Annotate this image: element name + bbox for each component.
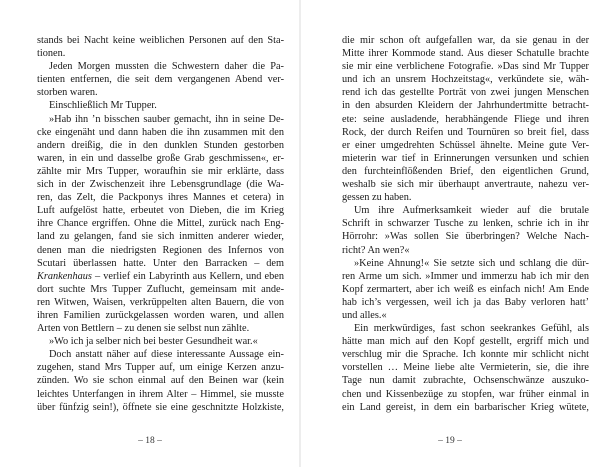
- text-line: Kopf zermartert, aber ich weiß es einfach nich! Am Ende: [342, 283, 589, 295]
- text-line: verschlug mir die Sprache. Ich konnte mir schlicht nicht: [342, 349, 589, 361]
- text-line: in den absurden Kleidern der Jahrhundertmitte betracht-: [342, 100, 589, 112]
- left-page-number: – 18 –: [138, 436, 162, 446]
- text-line: ren, das Zelt, die Packponys ihres Mannes et cetera) in: [37, 192, 284, 204]
- text-line: ein Land gereist, in dem ein barbarischer Krieg wütete,: [342, 401, 589, 413]
- text-line: Schrift in schwarzer Tusche zu lenken, schrie ich in ihr: [342, 218, 589, 230]
- text-line: sie mir eine verblichene Fotografie. »Das sind Mr Tupper: [342, 61, 589, 73]
- text-line: Arten von Bettlern – zu denen sie selbst nun zählte.: [37, 323, 250, 335]
- text-line: chen und Kissenbezüge zu stopfen, war früher einmal in: [342, 388, 589, 400]
- right-page: [300, 0, 600, 467]
- text-line: richt? An wen?«: [342, 244, 410, 256]
- text-line: Doch anstatt näher auf diese interessante Aussage ein-: [49, 349, 284, 361]
- text-line: weshalb sie sich mir überhaupt anvertraute, nahezu ver-: [342, 179, 589, 191]
- text-line: Jeden Morgen mussten die Schwestern daher die Pa-: [49, 61, 284, 73]
- text-line: ren Arme um sich. »Immer und immerzu hab ich mir den: [342, 270, 589, 282]
- text-line: ete: seine ausladende, herabhängende Fliege und ihren: [342, 113, 589, 125]
- text-line: Luft aufgelöst hatte, erbeutet von Dieben, die im Krieg: [37, 205, 284, 217]
- right-page-text: [342, 34, 589, 414]
- text-line: er einer umgedrehten Schüssel ähnelte. Meine gute Ver-: [342, 139, 589, 151]
- text-line: Mitte ihrer Kommode stand. Aus dieser Schatulle brachte: [342, 48, 589, 60]
- text-line: zählte mir Mrs Tupper, woraufhin sie mir erklärte, dass: [37, 165, 284, 177]
- text-line: »Hab ihn ’n bisschen sauber gemacht, ihn in seine De-: [49, 113, 284, 125]
- text-line: storben waren.: [37, 87, 98, 99]
- text-line: tionen.: [37, 48, 66, 60]
- text-line: »Keine Ahnung!« Sie setzte sich und schlang die dür-: [354, 257, 589, 269]
- text-line: Rock, der durch Reifen und Tournüren so breit fiel, dass: [342, 126, 589, 138]
- text-line: gessen zu haben.: [342, 192, 412, 204]
- text-line: hab ich’s vergessen, weil ich ja das Baby verloren hatt’: [342, 296, 589, 308]
- text-line: denen man die niedrigsten Regionen des Infernos von: [37, 244, 284, 256]
- text-line: über fünfzig sein!), öffnete sie eine geschnitzte Holzkiste,: [37, 401, 284, 413]
- text-line: dort suchte Mrs Tupper Zuflucht, gemeinsam mit ande-: [37, 283, 284, 295]
- text-line: und ich an unsrem Hochzeitstag«, verkündete sie, wäh-: [342, 74, 589, 86]
- text-line: ihre Chance ergriffen. Ohne die Mittel, zurück nach Eng-: [37, 218, 284, 230]
- text-line: Krankenhaus – verlief ein Labyrinth aus Kellern, und eben: [37, 270, 284, 282]
- text-line: andern dreißig, die in den dunklen Stunden gestorben: [37, 139, 284, 151]
- text-line: waren, in ein und dasselbe große Grab geschmissen«, er-: [37, 152, 284, 164]
- text-line: zugehen, stand Mrs Tupper auf, um einige Kerzen anzu-: [37, 362, 284, 374]
- text-line: und alles.«: [342, 309, 387, 321]
- text-line: mieterin war tief in Erinnerungen versunken und schien: [342, 152, 589, 164]
- text-line: Tage nun damit zubrachte, Ochsenschwänze auszuko-: [342, 375, 589, 387]
- text-line: hätte man mich auf den Kopf gestellt, ergriff mich und: [342, 336, 589, 348]
- text-line: leichtes Unterfangen in ihrem Alter – Himmel, sie musste: [37, 388, 284, 400]
- left-page-text: [37, 34, 284, 414]
- text-line: den furchteinflößenden Brief, den eigentlichen Grund,: [342, 165, 589, 177]
- text-line: zünden. Wo sie schon einmal auf den Beinen war (kein: [37, 375, 284, 387]
- text-line: Hörrohr: »Was sollen Sie überbringen? Welche Nach-: [342, 231, 589, 243]
- text-line: sich in der Zwischenzeit ihre Lebensgrundlage (die Wa-: [37, 179, 284, 191]
- text-line: Um ihre Aufmerksamkeit wieder auf die brutale: [354, 205, 589, 217]
- text-line: land zu gelangen, fand sie sich inmitten anderer wieder,: [37, 231, 284, 243]
- text-line: ihren Familien zurückgelassen worden waren, und allen: [37, 309, 284, 321]
- text-line: »Wo ich ja selber nich bei bester Gesundheit war.«: [49, 336, 258, 348]
- text-line: ren Witwen, Waisen, verkrüppelten alten Bauern, die von: [37, 296, 284, 308]
- text-line: vorstellen … Meine liebe alte Vermieterin, sie, die ihre: [342, 362, 589, 374]
- text-line: die mir schon oft aufgefallen war, da sie genau in der: [342, 35, 589, 46]
- text-line: rend ich das gestellte Porträt von zwei jungen Menschen: [342, 87, 589, 99]
- text-line: Ein merkwürdiges, fast schon seekrankes Gefühl, als: [354, 323, 589, 335]
- text-line: stands bei Nacht keine weiblichen Personen auf den Sta-: [37, 35, 284, 46]
- text-line: tienten entfernen, die seit dem vergangenen Abend ver-: [37, 74, 284, 86]
- text-line: cke eingenäht und dann haben die ihn zusammen mit den: [37, 126, 284, 138]
- right-page-number: – 19 –: [438, 436, 462, 446]
- text-line: Scutari überlassen hatte. Unter den Barracken – dem: [37, 257, 284, 269]
- text-line: Einschließlich Mr Tupper.: [49, 100, 157, 112]
